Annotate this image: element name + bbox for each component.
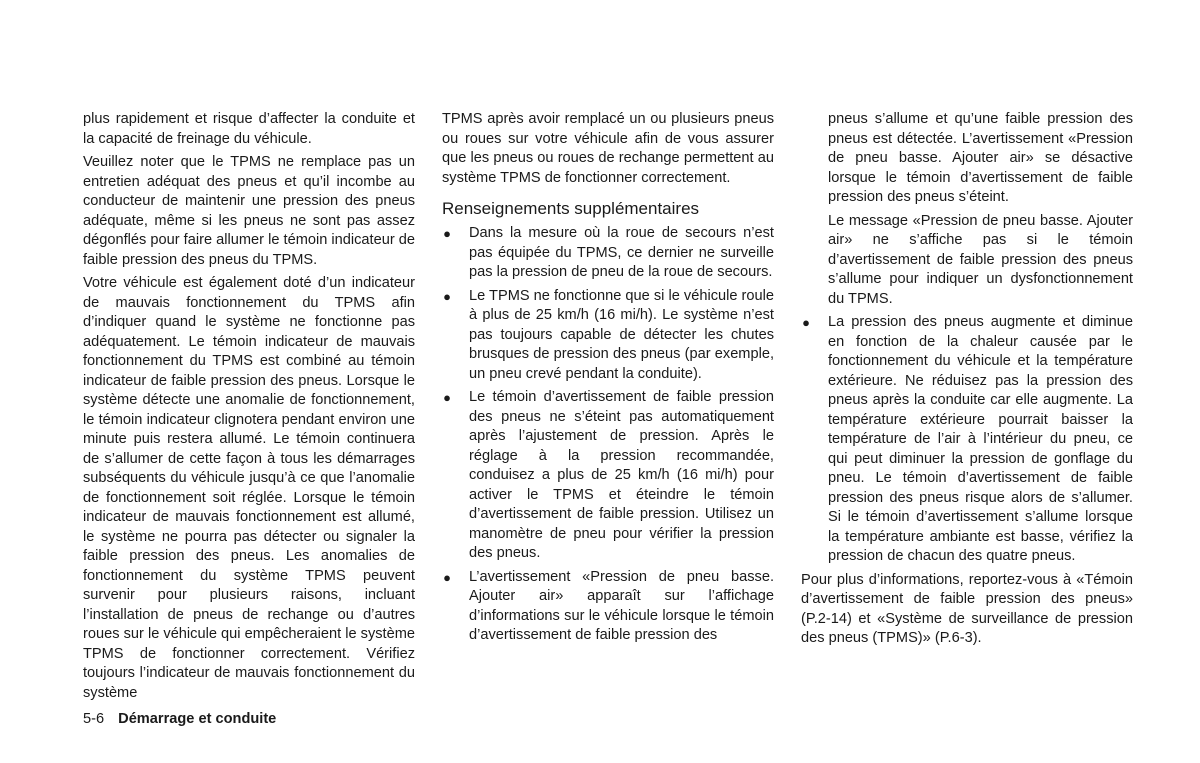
list-item-text: Dans la mesure où la roue de secours n’est pas équipée du TPMS, ce dernier ne surveille pas la pression de pneu de la roue de secours. [469,225,774,280]
list-item-text: Le TPMS ne fonctionne que si le véhicule roule à plus de 25 km/h (16 mi/h). Le système n’est pas toujours capable de détecter les chutes brusques de pression des pneus (par exemple, un pneu crevé pendant la conduite). [469,287,774,382]
column-2 [442,110,774,650]
bullet-icon: ● [443,390,451,405]
list-item [442,224,774,283]
list-item [442,388,774,564]
bullet-icon: ● [443,226,451,241]
list-item [442,287,774,385]
column-1 [83,110,415,707]
list-item-text: La pression des pneus augmente et diminue en fonction de la chaleur causée par le fonctionnement du véhicule et la température extérieure. Ne réduisez pas la pression des pneus après la conduite car elle augmente. La température extérieure pourrait baisser la température de l’air à l’intérieur du pneu, ce qui peut diminuer la pression de gonflage du pneu. Le témoin d’avertissement de faible pression des pneus risque alors de s’allumer. Si le témoin d’avertissement s’allume lorsque la température ambiante est basse, vérifiez la pression de chacun des quatre pneus. [828,314,1133,564]
bullet-icon: ● [443,569,451,585]
paragraph: Veuillez noter que le TPMS ne remplace pas un entretien adéquat des pneus et qu’il incombe au conducteur de maintenir une pression des pneus adéquate, même si les pneus ne sont pas assez dégonflés pour faire allumer le témoin indicateur de faible pression des pneus du TPMS. [83,154,415,268]
page-footer [83,710,276,729]
list-item [442,568,774,646]
bullet-list [801,313,1133,567]
paragraph: Pour plus d’informations, reportez-vous à «Témoin d’avertissement de faible pression des pneus» (P.2-14) et «Système de surveillance de pression des pneus (TPMS)» (P.6-3). [801,571,1133,646]
list-item-continuation [801,110,1133,309]
list-item [801,313,1133,567]
page-number: 5-6 [83,711,105,727]
paragraph: pneus s’allume et qu’une faible pression des pneus est détectée. L’avertissement «Pression de pneu basse. Ajouter air» se désactive lorsque le témoin d’avertissement de faible pression des pneus s’éteint. [828,111,1133,205]
section-title: Démarrage et conduite [118,711,277,727]
list-item-text: L’avertissement «Pression de pneu basse. Ajouter air» apparaît sur l’affichage d’informations sur le véhicule lorsque le témoin d’avertissement de faible pression des [469,568,774,643]
paragraph: TPMS après avoir remplacé un ou plusieurs pneus ou roues sur votre véhicule afin de vous assurer que les pneus ou roues de rechange permettent au système TPMS de fonctionner correctement. [442,111,774,186]
paragraph: Votre véhicule est également doté d’un indicateur de mauvais fonctionnement du TPMS afin d’indiquer quand le système ne fonctionne pas adéquatement. Le témoin indicateur de mauvais fonctionnement du TPMS est combiné au témoin indicateur de faible pression des pneus. Lorsque le système détecte une anomalie de fonctionnement, le témoin indicateur clignotera pendant environ une minute puis restera allumé. Le témoin continuera de s’allumer de cette façon à tous les démarrages subséquents du véhicule jusqu’à ce que l’anomalie de fonctionnement soit réglée. Lorsque le témoin indicateur de mauvais fonctionnement est allumé, le système ne pourra pas détecter ou signaler la faible pression des pneus. Les anomalies de fonctionnement du système TPMS peuvent survenir pour plusieurs raisons, incluant l’installation de pneus de rechange ou d’autres roues sur le véhicule qui empêcheraient le système TPMS de fonctionner correctement. Vérifiez toujours l’indicateur de mauvais fonctionnement du système [83,275,415,701]
bullet-list [442,224,774,646]
section-heading: Renseignements supplémentaires [442,199,700,218]
column-3 [801,110,1133,653]
paragraph: Le message «Pression de pneu basse. Ajouter air» ne s’affiche pas si le témoin d’avertissement de faible pression des pneus s’allume pour indiquer un dysfonctionnement du TPMS. [828,212,1133,307]
bullet-icon: ● [802,315,810,330]
bullet-icon: ● [443,288,451,304]
paragraph: plus rapidement et risque d’affecter la conduite et la capacité de freinage du véhicule. [83,111,415,147]
list-item-text: Le témoin d’avertissement de faible pression des pneus ne s’éteint pas automatiquement après l’ajustement de pression. Après le réglage à la pression recommandée, conduisez a plus de 25 km/h (16 mi/h) pour activer le TPMS et éteindre le témoin d’avertissement de faible pression. Utilisez un manomètre de pneu pour vérifier la pression des pneus. [469,389,774,561]
